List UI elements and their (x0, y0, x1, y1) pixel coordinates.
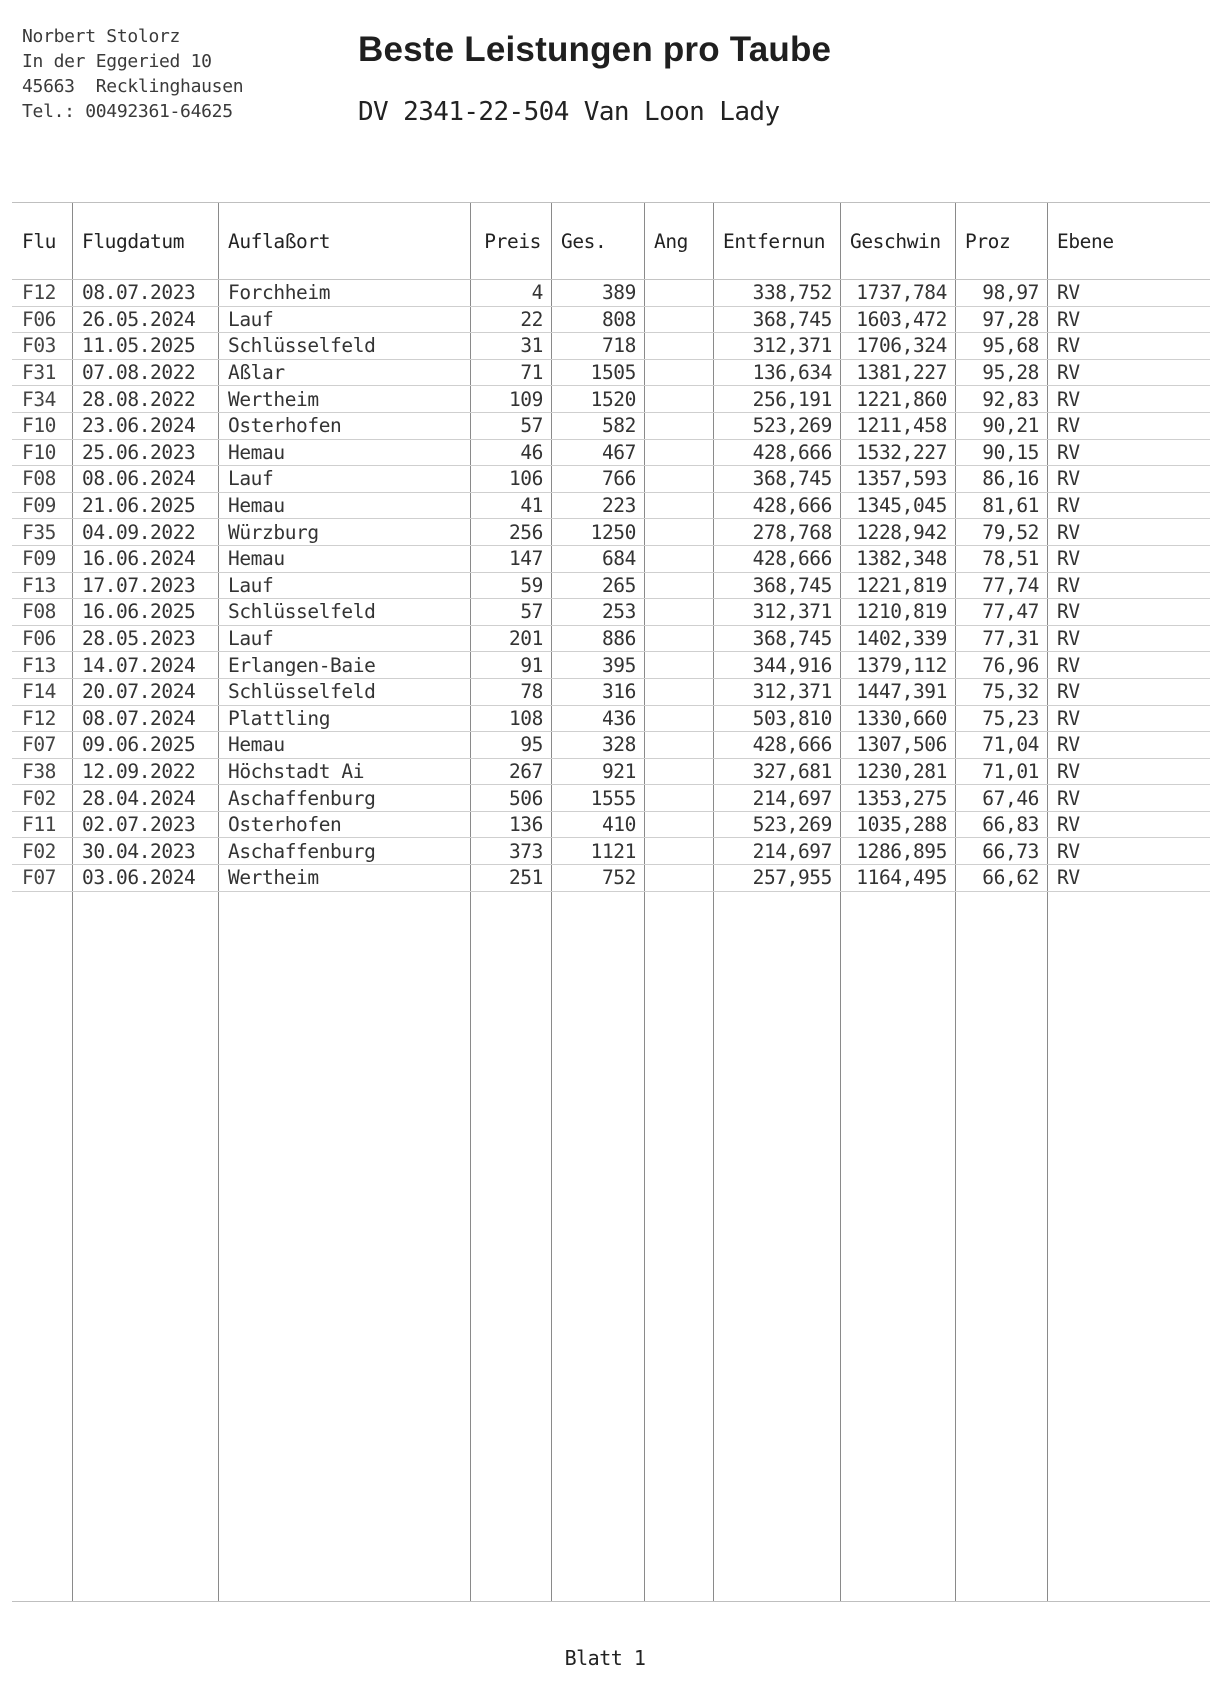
cell-flight-date: 04.09.2022 (72, 519, 218, 546)
cell-distance: 428,666 (713, 732, 840, 759)
cell-release-location: Wertheim (218, 386, 470, 413)
cell-flight-date: 08.07.2023 (72, 280, 218, 307)
cell-flight-id: F06 (12, 625, 72, 652)
cell-release-location: Plattling (218, 705, 470, 732)
cell-level: RV (1047, 412, 1210, 439)
column-header-entfernung: Entfernun (713, 203, 840, 280)
cell-flight-date: 12.09.2022 (72, 758, 218, 785)
cell-flight-date: 08.06.2024 (72, 466, 218, 493)
table-row (12, 785, 1210, 812)
cell-level: RV (1047, 280, 1210, 307)
cell-speed: 1532,227 (840, 439, 955, 466)
cell-percent: 77,31 (955, 625, 1047, 652)
cell-total-birds: 328 (551, 732, 644, 759)
cell-flight-id: F03 (12, 333, 72, 360)
cell-flight-date: 16.06.2024 (72, 545, 218, 572)
cell-flight-date: 02.07.2023 (72, 811, 218, 838)
cell-prize: 46 (470, 439, 551, 466)
cell-level: RV (1047, 625, 1210, 652)
cell-prize: 106 (470, 466, 551, 493)
cell-level: RV (1047, 599, 1210, 626)
cell-prize: 201 (470, 625, 551, 652)
table-row (12, 519, 1210, 546)
cell-percent: 86,16 (955, 466, 1047, 493)
cell-flight-id: F09 (12, 492, 72, 519)
cell-speed: 1381,227 (840, 359, 955, 386)
cell-release-location: Würzburg (218, 519, 470, 546)
cell-total-birds: 265 (551, 572, 644, 599)
cell-speed: 1345,045 (840, 492, 955, 519)
cell-flight-date: 09.06.2025 (72, 732, 218, 759)
cell-total-birds: 808 (551, 306, 644, 333)
cell-release-location: Erlangen-Baie (218, 652, 470, 679)
table-row (12, 466, 1210, 493)
cell-total-birds: 395 (551, 652, 644, 679)
cell-level: RV (1047, 811, 1210, 838)
cell-level: RV (1047, 519, 1210, 546)
cell-total-birds: 718 (551, 333, 644, 360)
cell-level: RV (1047, 732, 1210, 759)
sender-city: 45663 Recklinghausen (22, 76, 244, 97)
cell-level: RV (1047, 652, 1210, 679)
table-body (12, 280, 1210, 892)
cell-distance: 368,745 (713, 306, 840, 333)
cell-flight-date: 23.06.2024 (72, 412, 218, 439)
cell-speed: 1210,819 (840, 599, 955, 626)
cell-entered (644, 678, 713, 705)
cell-flight-id: F13 (12, 652, 72, 679)
cell-flight-date: 17.07.2023 (72, 572, 218, 599)
cell-distance: 428,666 (713, 492, 840, 519)
cell-total-birds: 223 (551, 492, 644, 519)
cell-level: RV (1047, 333, 1210, 360)
cell-percent: 78,51 (955, 545, 1047, 572)
cell-level: RV (1047, 758, 1210, 785)
cell-percent: 95,68 (955, 333, 1047, 360)
cell-speed: 1230,281 (840, 758, 955, 785)
cell-level: RV (1047, 545, 1210, 572)
cell-distance: 523,269 (713, 412, 840, 439)
cell-entered (644, 652, 713, 679)
page-number: Blatt 1 (564, 1646, 646, 1670)
cell-percent: 75,23 (955, 705, 1047, 732)
table-row (12, 811, 1210, 838)
column-header-auflassort: Auflaßort (218, 203, 470, 280)
cell-prize: 91 (470, 652, 551, 679)
cell-release-location: Lauf (218, 306, 470, 333)
cell-speed: 1221,819 (840, 572, 955, 599)
cell-flight-date: 03.06.2024 (72, 865, 218, 892)
cell-flight-id: F35 (12, 519, 72, 546)
cell-release-location: Hemau (218, 439, 470, 466)
cell-release-location: Hemau (218, 545, 470, 572)
cell-entered (644, 625, 713, 652)
column-header-prozent: Proz (955, 203, 1047, 280)
cell-percent: 97,28 (955, 306, 1047, 333)
table-row (12, 412, 1210, 439)
cell-speed: 1357,593 (840, 466, 955, 493)
cell-prize: 59 (470, 572, 551, 599)
cell-total-birds: 1505 (551, 359, 644, 386)
cell-percent: 77,74 (955, 572, 1047, 599)
cell-flight-id: F12 (12, 705, 72, 732)
cell-prize: 109 (470, 386, 551, 413)
cell-distance: 368,745 (713, 466, 840, 493)
cell-entered (644, 386, 713, 413)
cell-distance: 257,955 (713, 865, 840, 892)
cell-prize: 78 (470, 678, 551, 705)
cell-release-location: Lauf (218, 466, 470, 493)
cell-entered (644, 785, 713, 812)
cell-prize: 251 (470, 865, 551, 892)
cell-release-location: Höchstadt Ai (218, 758, 470, 785)
cell-release-location: Schlüsselfeld (218, 599, 470, 626)
cell-distance: 312,371 (713, 678, 840, 705)
cell-release-location: Osterhofen (218, 412, 470, 439)
cell-level: RV (1047, 386, 1210, 413)
cell-distance: 327,681 (713, 758, 840, 785)
cell-level: RV (1047, 492, 1210, 519)
cell-entered (644, 838, 713, 865)
cell-percent: 92,83 (955, 386, 1047, 413)
cell-total-birds: 436 (551, 705, 644, 732)
cell-flight-id: F14 (12, 678, 72, 705)
table-row (12, 280, 1210, 307)
cell-entered (644, 572, 713, 599)
cell-speed: 1307,506 (840, 732, 955, 759)
cell-total-birds: 1250 (551, 519, 644, 546)
cell-distance: 428,666 (713, 545, 840, 572)
cell-release-location: Aschaffenburg (218, 785, 470, 812)
table-row (12, 386, 1210, 413)
column-header-flugdatum: Flugdatum (72, 203, 218, 280)
cell-speed: 1447,391 (840, 678, 955, 705)
cell-total-birds: 316 (551, 678, 644, 705)
cell-distance: 214,697 (713, 785, 840, 812)
cell-entered (644, 280, 713, 307)
cell-flight-date: 26.05.2024 (72, 306, 218, 333)
cell-flight-date: 16.06.2025 (72, 599, 218, 626)
cell-total-birds: 1520 (551, 386, 644, 413)
cell-percent: 66,83 (955, 811, 1047, 838)
report-title: Beste Leistungen pro Taube (358, 30, 832, 69)
cell-total-birds: 684 (551, 545, 644, 572)
cell-release-location: Osterhofen (218, 811, 470, 838)
cell-release-location: Schlüsselfeld (218, 678, 470, 705)
cell-entered (644, 306, 713, 333)
cell-total-birds: 766 (551, 466, 644, 493)
cell-percent: 81,61 (955, 492, 1047, 519)
table-row (12, 492, 1210, 519)
cell-flight-date: 14.07.2024 (72, 652, 218, 679)
cell-prize: 4 (470, 280, 551, 307)
cell-prize: 267 (470, 758, 551, 785)
cell-percent: 90,15 (955, 439, 1047, 466)
cell-percent: 77,47 (955, 599, 1047, 626)
cell-prize: 31 (470, 333, 551, 360)
cell-distance: 344,916 (713, 652, 840, 679)
cell-distance: 428,666 (713, 439, 840, 466)
cell-percent: 71,01 (955, 758, 1047, 785)
cell-flight-date: 07.08.2022 (72, 359, 218, 386)
cell-percent: 75,32 (955, 678, 1047, 705)
cell-prize: 22 (470, 306, 551, 333)
cell-flight-id: F07 (12, 865, 72, 892)
cell-speed: 1035,288 (840, 811, 955, 838)
cell-distance: 503,810 (713, 705, 840, 732)
cell-flight-id: F08 (12, 599, 72, 626)
cell-level: RV (1047, 572, 1210, 599)
cell-flight-id: F31 (12, 359, 72, 386)
cell-flight-date: 30.04.2023 (72, 838, 218, 865)
cell-flight-id: F13 (12, 572, 72, 599)
cell-speed: 1379,112 (840, 652, 955, 679)
cell-total-birds: 389 (551, 280, 644, 307)
cell-release-location: Aschaffenburg (218, 838, 470, 865)
cell-prize: 147 (470, 545, 551, 572)
sender-name: Norbert Stolorz (22, 26, 181, 47)
cell-distance: 523,269 (713, 811, 840, 838)
cell-total-birds: 886 (551, 625, 644, 652)
cell-distance: 136,634 (713, 359, 840, 386)
cell-percent: 90,21 (955, 412, 1047, 439)
cell-level: RV (1047, 439, 1210, 466)
cell-flight-id: F02 (12, 785, 72, 812)
table-row (12, 865, 1210, 892)
table-row (12, 599, 1210, 626)
cell-distance: 256,191 (713, 386, 840, 413)
cell-flight-id: F10 (12, 412, 72, 439)
cell-level: RV (1047, 678, 1210, 705)
sender-street: In der Eggeried 10 (22, 51, 212, 72)
cell-flight-id: F34 (12, 386, 72, 413)
cell-speed: 1164,495 (840, 865, 955, 892)
cell-total-birds: 752 (551, 865, 644, 892)
cell-percent: 66,73 (955, 838, 1047, 865)
cell-prize: 108 (470, 705, 551, 732)
sender-address (22, 24, 243, 124)
cell-level: RV (1047, 466, 1210, 493)
column-header-geschwindigkeit: Geschwin (840, 203, 955, 280)
cell-distance: 312,371 (713, 599, 840, 626)
cell-flight-date: 28.04.2024 (72, 785, 218, 812)
table-row (12, 439, 1210, 466)
cell-level: RV (1047, 359, 1210, 386)
cell-release-location: Lauf (218, 625, 470, 652)
cell-prize: 95 (470, 732, 551, 759)
cell-flight-id: F08 (12, 466, 72, 493)
table-row (12, 625, 1210, 652)
table-row (12, 359, 1210, 386)
cell-entered (644, 758, 713, 785)
column-header-ges: Ges. (551, 203, 644, 280)
cell-distance: 368,745 (713, 625, 840, 652)
sender-phone: Tel.: 00492361-64625 (22, 101, 233, 122)
cell-prize: 41 (470, 492, 551, 519)
cell-flight-id: F38 (12, 758, 72, 785)
cell-total-birds: 582 (551, 412, 644, 439)
cell-prize: 57 (470, 599, 551, 626)
cell-percent: 66,62 (955, 865, 1047, 892)
cell-prize: 506 (470, 785, 551, 812)
cell-distance: 312,371 (713, 333, 840, 360)
column-header-flu: Flu (12, 203, 72, 280)
cell-percent: 67,46 (955, 785, 1047, 812)
table-row (12, 678, 1210, 705)
cell-level: RV (1047, 865, 1210, 892)
cell-flight-id: F02 (12, 838, 72, 865)
cell-entered (644, 359, 713, 386)
cell-prize: 57 (470, 412, 551, 439)
cell-prize: 136 (470, 811, 551, 838)
cell-release-location: Wertheim (218, 865, 470, 892)
cell-percent: 98,97 (955, 280, 1047, 307)
cell-entered (644, 333, 713, 360)
cell-total-birds: 1555 (551, 785, 644, 812)
cell-release-location: Aßlar (218, 359, 470, 386)
cell-total-birds: 467 (551, 439, 644, 466)
cell-release-location: Hemau (218, 492, 470, 519)
cell-distance: 278,768 (713, 519, 840, 546)
cell-release-location: Lauf (218, 572, 470, 599)
table-header-row (12, 203, 1210, 280)
cell-speed: 1228,942 (840, 519, 955, 546)
cell-percent: 95,28 (955, 359, 1047, 386)
cell-speed: 1221,860 (840, 386, 955, 413)
cell-level: RV (1047, 705, 1210, 732)
table-row (12, 732, 1210, 759)
table-row (12, 545, 1210, 572)
cell-flight-date: 28.08.2022 (72, 386, 218, 413)
cell-distance: 338,752 (713, 280, 840, 307)
cell-entered (644, 519, 713, 546)
cell-total-birds: 253 (551, 599, 644, 626)
cell-entered (644, 811, 713, 838)
cell-release-location: Schlüsselfeld (218, 333, 470, 360)
cell-flight-date: 20.07.2024 (72, 678, 218, 705)
cell-speed: 1286,895 (840, 838, 955, 865)
cell-release-location: Hemau (218, 732, 470, 759)
column-header-preis: Preis (470, 203, 551, 280)
cell-entered (644, 705, 713, 732)
table-row (12, 838, 1210, 865)
cell-entered (644, 865, 713, 892)
cell-speed: 1603,472 (840, 306, 955, 333)
cell-flight-id: F10 (12, 439, 72, 466)
cell-entered (644, 466, 713, 493)
cell-distance: 368,745 (713, 572, 840, 599)
table-row (12, 652, 1210, 679)
cell-flight-date: 08.07.2024 (72, 705, 218, 732)
cell-speed: 1211,458 (840, 412, 955, 439)
cell-percent: 71,04 (955, 732, 1047, 759)
cell-entered (644, 732, 713, 759)
cell-flight-date: 28.05.2023 (72, 625, 218, 652)
cell-speed: 1330,660 (840, 705, 955, 732)
cell-entered (644, 599, 713, 626)
cell-flight-id: F09 (12, 545, 72, 572)
results-table-frame (12, 202, 1210, 1602)
cell-flight-date: 25.06.2023 (72, 439, 218, 466)
column-header-ebene: Ebene (1047, 203, 1210, 280)
cell-total-birds: 410 (551, 811, 644, 838)
cell-prize: 256 (470, 519, 551, 546)
cell-distance: 214,697 (713, 838, 840, 865)
table-row (12, 705, 1210, 732)
cell-entered (644, 545, 713, 572)
cell-flight-date: 21.06.2025 (72, 492, 218, 519)
table-row (12, 333, 1210, 360)
cell-flight-id: F11 (12, 811, 72, 838)
cell-speed: 1382,348 (840, 545, 955, 572)
cell-flight-date: 11.05.2025 (72, 333, 218, 360)
cell-total-birds: 921 (551, 758, 644, 785)
cell-flight-id: F07 (12, 732, 72, 759)
cell-speed: 1706,324 (840, 333, 955, 360)
cell-entered (644, 492, 713, 519)
table-row (12, 306, 1210, 333)
cell-release-location: Forchheim (218, 280, 470, 307)
cell-level: RV (1047, 306, 1210, 333)
cell-flight-id: F06 (12, 306, 72, 333)
cell-percent: 79,52 (955, 519, 1047, 546)
cell-prize: 71 (470, 359, 551, 386)
cell-speed: 1402,339 (840, 625, 955, 652)
table-row (12, 758, 1210, 785)
pigeon-identifier: DV 2341-22-504 Van Loon Lady (358, 97, 780, 127)
cell-speed: 1353,275 (840, 785, 955, 812)
cell-level: RV (1047, 785, 1210, 812)
cell-flight-id: F12 (12, 280, 72, 307)
cell-prize: 373 (470, 838, 551, 865)
cell-level: RV (1047, 838, 1210, 865)
cell-entered (644, 439, 713, 466)
results-table (12, 203, 1210, 892)
column-header-ang: Ang (644, 203, 713, 280)
cell-total-birds: 1121 (551, 838, 644, 865)
cell-speed: 1737,784 (840, 280, 955, 307)
cell-percent: 76,96 (955, 652, 1047, 679)
table-row (12, 572, 1210, 599)
cell-entered (644, 412, 713, 439)
